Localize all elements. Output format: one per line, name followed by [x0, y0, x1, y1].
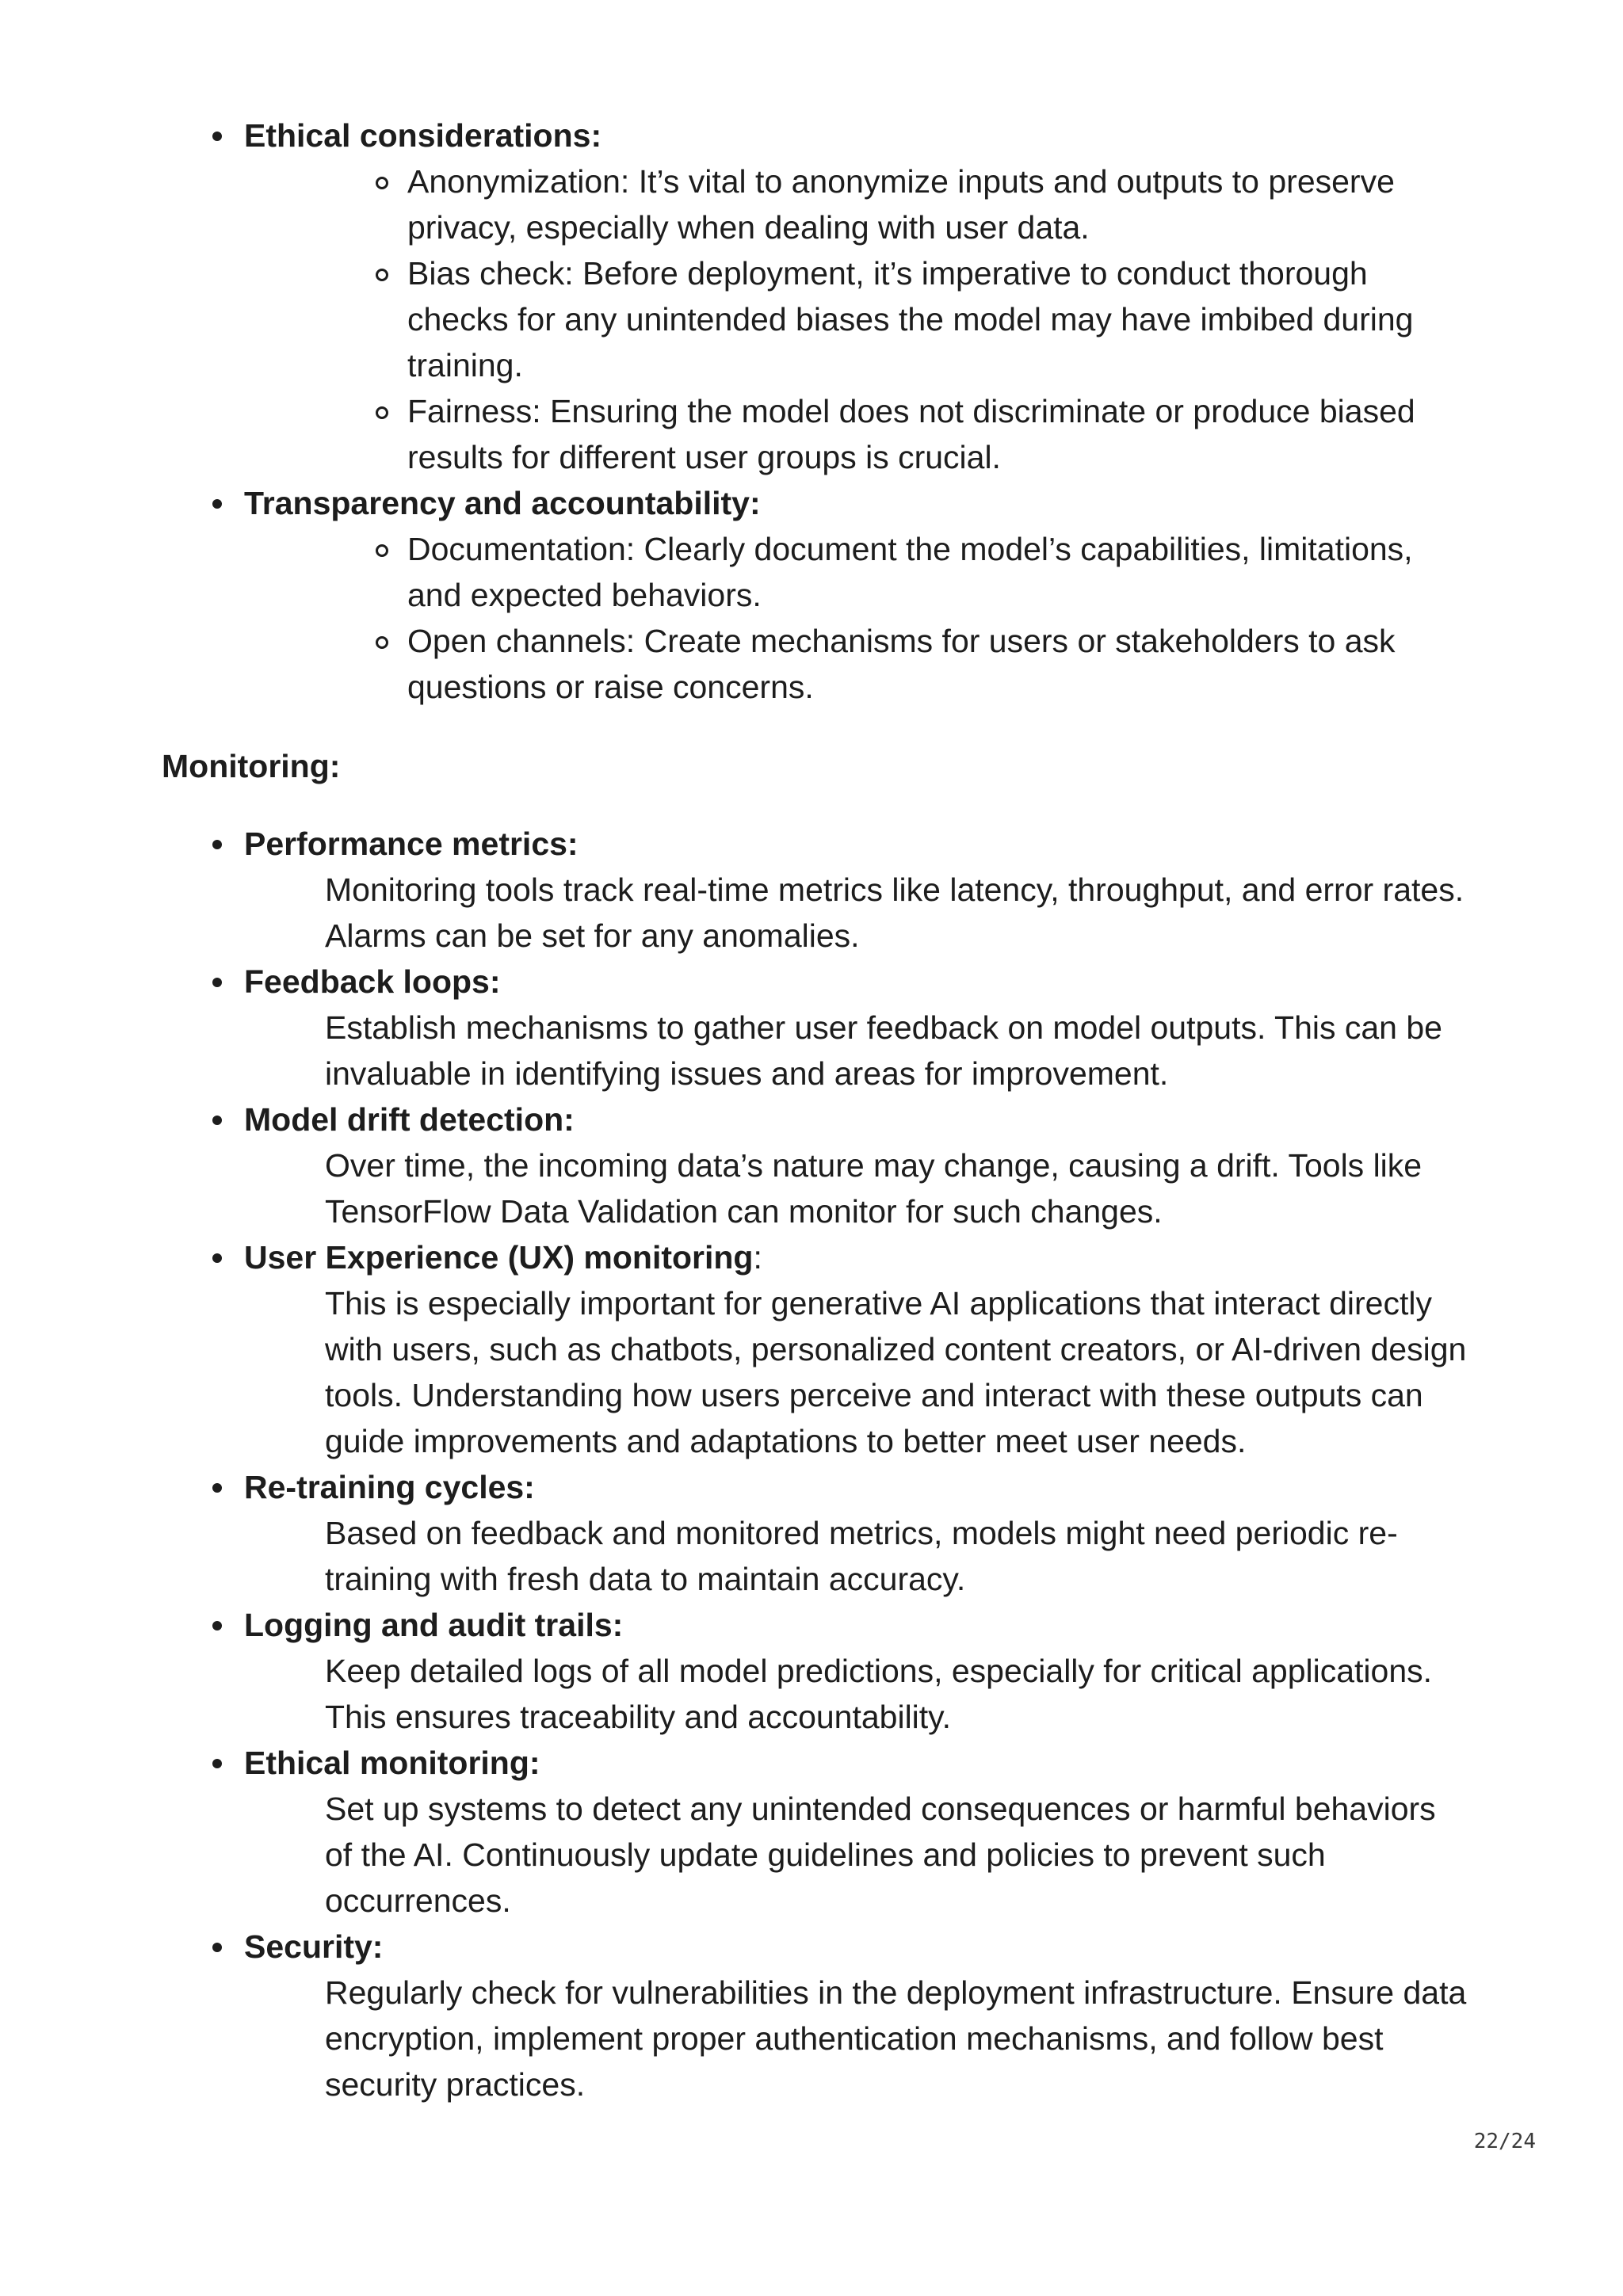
list-item-title: Ethical monitoring:	[244, 1745, 540, 1781]
sub-list-item: Open channels: Create mechanisms for users or stakeholders to ask questions or raise concerns.	[244, 618, 1469, 710]
list-item-description: Monitoring tools track real-time metrics like latency, throughput, and error rates. Alarms can be set for any anomalies.	[325, 871, 1465, 954]
list-item-title: Logging and audit trails:	[244, 1607, 624, 1643]
list-item-model-drift-detection	[162, 1097, 1469, 1234]
list-item-title: Feedback loops:	[244, 963, 501, 1000]
list-item-ux-monitoring	[162, 1234, 1469, 1464]
list-item-description: Over time, the incoming data’s nature may change, causing a drift. Tools like TensorFlow Data Validation can monitor for such changes.	[325, 1147, 1423, 1230]
list-item-title: Security:	[244, 1928, 384, 1965]
sub-bullet-list	[244, 526, 1469, 710]
list-item-title-suffix: :	[753, 1239, 762, 1276]
document-content	[162, 113, 1469, 2107]
list-item-security	[162, 1924, 1469, 2107]
list-item-title: User Experience (UX) monitoring	[244, 1239, 754, 1276]
page-number: 22/24	[1473, 2130, 1536, 2153]
list-item-retraining-cycles	[162, 1464, 1469, 1602]
list-item-description: This is especially important for generative AI applications that interact directly with users, such as chatbots, personalized content creators, or AI-driven design tools. Understanding how users perceive and interact with these outputs can guide improvements and adaptations to better meet user needs.	[325, 1285, 1467, 1459]
list-item-title: Transparency and accountability:	[244, 485, 761, 521]
section-heading-monitoring: Monitoring:	[162, 748, 341, 784]
sub-list-item: Bias check: Before deployment, it’s imperative to conduct thorough checks for any unintended biases the model may have imbibed during training.	[244, 250, 1469, 388]
sub-list-item: Documentation: Clearly document the model’s capabilities, limitations, and expected behaviors.	[244, 526, 1469, 618]
list-item-title: Re-training cycles:	[244, 1469, 535, 1505]
sub-list-item: Fairness: Ensuring the model does not discriminate or produce biased results for different user groups is crucial.	[244, 388, 1469, 480]
list-item-feedback-loops	[162, 959, 1469, 1097]
list-item-ethical-considerations	[162, 113, 1469, 480]
list-item-transparency-accountability	[162, 480, 1469, 710]
list-item-title: Ethical considerations:	[244, 117, 602, 154]
list-item-description: Keep detailed logs of all model predictions, especially for critical applications. This ensures traceability and accountability.	[325, 1653, 1433, 1735]
sub-bullet-list	[244, 158, 1469, 480]
top-bullet-list	[162, 113, 1469, 710]
sub-list-item: Anonymization: It’s vital to anonymize inputs and outputs to preserve privacy, especially when dealing with user data.	[244, 158, 1469, 250]
list-item-description: Based on feedback and monitored metrics, models might need periodic re-training with fresh data to maintain accuracy.	[325, 1515, 1398, 1597]
list-item-description: Establish mechanisms to gather user feedback on model outputs. This can be invaluable in identifying issues and areas for improvement.	[325, 1009, 1442, 1092]
list-item-logging-audit-trails	[162, 1602, 1469, 1740]
list-item-performance-metrics	[162, 821, 1469, 959]
list-item-title: Performance metrics:	[244, 826, 579, 862]
list-item-description: Set up systems to detect any unintended consequences or harmful behaviors of the AI. Continuously update guidelines and policies to prevent such occurrences.	[325, 1791, 1436, 1919]
list-item-description: Regularly check for vulnerabilities in the deployment infrastructure. Ensure data encryption, implement proper authentication mechanisms, and follow best security practices.	[325, 1974, 1467, 2103]
list-item-ethical-monitoring	[162, 1740, 1469, 1924]
monitoring-bullet-list	[162, 821, 1469, 2107]
list-item-title: Model drift detection:	[244, 1101, 575, 1138]
